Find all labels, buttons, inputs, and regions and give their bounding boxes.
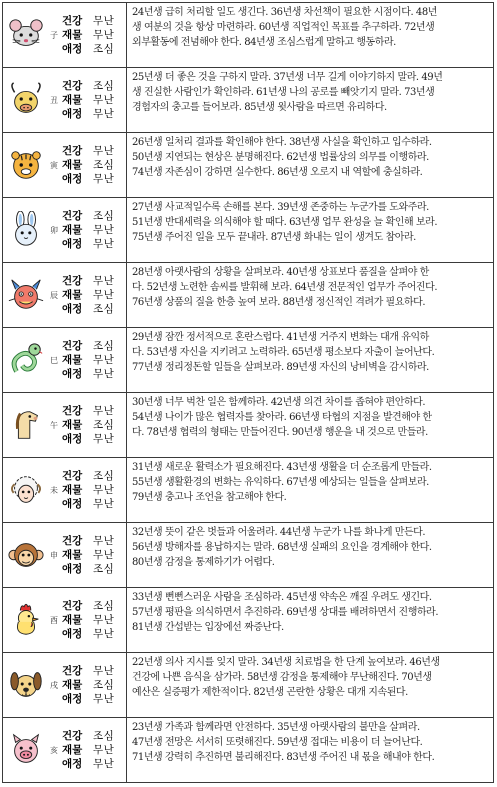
zodiac-hanja: 未: [50, 485, 58, 495]
stat-value: 무난: [93, 665, 115, 677]
fortune-line: 다. 78년생 협력의 형태는 만들어진다. 90년생 행운을 내 것으로 만들라.: [132, 427, 428, 438]
zodiac-row: [3, 132, 493, 197]
stat-row: [62, 223, 123, 237]
stat-row: [62, 534, 123, 548]
zodiac-row: [3, 67, 493, 132]
fortune-line: 건강에 나쁜 음식을 삼가라. 58년생 감정을 통제해야 무난해진다. 70년생: [132, 672, 432, 683]
zodiac-info: [3, 328, 127, 392]
fortune-line: 77년생 정리정돈할 일들을 살펴보라. 89년생 자신의 낭비벽을 감시하라.: [132, 362, 429, 373]
zodiac-hanja: 寅: [50, 160, 58, 170]
stat-label: 재물: [62, 614, 83, 626]
stat-value: 조심: [93, 470, 115, 482]
fortune-line: 예산은 실증평가 제한적이다. 82년생 곤란한 상황은 대개 지속된다.: [132, 687, 408, 698]
stat-label: 애정: [62, 173, 83, 185]
stat-value: 무난: [93, 368, 115, 380]
stat-row: [62, 664, 123, 678]
stat-value: 조심: [93, 303, 115, 315]
stat-row: [62, 158, 123, 172]
fortune-line: 다. 53년생 자신을 지키려고 노력하라. 65년생 평소보다 자출이 늘어난다.: [132, 347, 435, 358]
zodiac-row: [3, 457, 493, 522]
fortune-stats: [62, 469, 123, 511]
stat-label: 재물: [62, 289, 83, 301]
fortune-line: 55년생 생활환경의 변화는 유익하다. 67년생 예상되는 일들을 살펴보라.: [132, 477, 429, 488]
stat-row: [62, 678, 123, 692]
stat-value: 무난: [93, 405, 115, 417]
zodiac-info: [3, 68, 127, 132]
stat-value: 무난: [93, 744, 115, 756]
zodiac-row: [3, 522, 493, 587]
fortune-text: [127, 263, 493, 327]
fortune-line: 25년생 더 좋은 것을 구하지 말라. 37년생 너무 길게 이야기하지 말라. 49년: [132, 72, 443, 83]
fortune-line: 22년생 의사 지시를 잊지 말라. 34년생 치료법을 한 단계 높여보라. 46년생: [132, 657, 440, 668]
ox-icon: [7, 81, 45, 119]
zodiac-hanja: 午: [50, 420, 58, 430]
stat-label: 애정: [62, 368, 83, 380]
sheep-icon: [7, 471, 45, 509]
stat-row: [62, 469, 123, 483]
stat-value: 무난: [93, 173, 115, 185]
stat-value: 무난: [93, 614, 115, 626]
stat-value: 무난: [93, 433, 115, 445]
stat-label: 애정: [62, 433, 83, 445]
stat-value: 무난: [93, 535, 115, 547]
zodiac-row: [3, 197, 493, 262]
stat-value: 조심: [93, 730, 115, 742]
zodiac-hanja: 酉: [50, 615, 58, 625]
fortune-stats: [62, 729, 123, 771]
dragon-icon: [7, 276, 45, 314]
stat-value: 무난: [93, 275, 115, 287]
stat-value: 무난: [93, 224, 115, 236]
stat-row: [62, 353, 123, 367]
stat-row: [62, 42, 123, 56]
zodiac-hanja: 亥: [50, 745, 58, 755]
pig-icon: [7, 731, 45, 769]
stat-label: 건강: [62, 15, 83, 27]
fortune-line: 다. 52년생 노련한 솜씨를 발휘해 보라. 64년생 전문적인 업무가 주어진다.: [132, 282, 438, 293]
fortune-line: 76년생 상품의 질을 한층 높여 보라. 88년생 정신적인 격려가 필요하다.: [132, 297, 426, 308]
zodiac-row: [3, 652, 493, 717]
stat-value: 조심: [93, 43, 115, 55]
fortune-text: [127, 653, 493, 717]
stat-label: 재물: [62, 29, 83, 41]
zodiac-info: [3, 133, 127, 197]
monkey-icon: [7, 536, 45, 574]
stat-value: 조심: [93, 210, 115, 222]
fortune-line: 28년생 아랫사람의 상황을 살펴보라. 40년생 상표보다 품질을 살펴야 한: [132, 267, 429, 278]
fortune-line: 생 진실한 사람인가 확인하라. 61년생 나의 공로를 빼앗기지 말라. 73년생: [132, 87, 435, 98]
daily-fortune-table: [2, 2, 494, 783]
fortune-line: 81년생 간섭받는 입장에선 짜증난다.: [132, 622, 284, 633]
stat-label: 건강: [62, 600, 83, 612]
stat-value: 무난: [93, 354, 115, 366]
zodiac-info: [3, 718, 127, 782]
stat-label: 애정: [62, 43, 83, 55]
stat-row: [62, 14, 123, 28]
stat-row: [62, 79, 123, 93]
fortune-stats: [62, 339, 123, 381]
stat-label: 건강: [62, 535, 83, 547]
fortune-line: 79년생 충고나 조언을 참고해야 한다.: [132, 492, 287, 503]
zodiac-info: [3, 3, 127, 67]
stat-row: [62, 28, 123, 42]
fortune-line: 51년생 반대세력을 의식해야 할 때다. 63년생 업무 완성을 늘 확인해 보라.: [132, 217, 438, 228]
stat-value: 무난: [93, 29, 115, 41]
zodiac-hanja: 申: [50, 550, 58, 560]
zodiac-info: [3, 198, 127, 262]
zodiac-hanja: 辰: [50, 290, 58, 300]
stat-label: 애정: [62, 628, 83, 640]
stat-label: 재물: [62, 159, 83, 171]
stat-label: 재물: [62, 484, 83, 496]
stat-row: [62, 432, 123, 446]
fortune-text: [127, 133, 493, 197]
stat-label: 애정: [62, 238, 83, 250]
fortune-text: [127, 718, 493, 782]
stat-row: [62, 548, 123, 562]
stat-row: [62, 692, 123, 706]
stat-label: 재물: [62, 354, 83, 366]
fortune-line: 57년생 평판을 의식하면서 추진하라. 69년생 상대를 배려하면서 진행하라.: [132, 607, 439, 618]
stat-row: [62, 172, 123, 186]
fortune-line: 24년생 급히 처리할 일도 생긴다. 36년생 차선책이 필요한 시점이다. 48년: [132, 7, 437, 18]
stat-label: 애정: [62, 758, 83, 770]
stat-value: 무난: [93, 145, 115, 157]
stat-label: 애정: [62, 498, 83, 510]
fortune-line: 30년생 너무 벅찬 일은 함께하라. 42년생 의견 차이를 좁혀야 편안하다.: [132, 397, 426, 408]
fortune-text: [127, 458, 493, 522]
fortune-text: [127, 523, 493, 587]
fortune-line: 29년생 잠깐 정서적으로 혼란스럽다. 41년생 거주지 변화는 대개 유익하: [132, 332, 429, 343]
rat-icon: [7, 16, 45, 54]
stat-row: [62, 209, 123, 223]
stat-label: 재물: [62, 224, 83, 236]
stat-value: 무난: [93, 628, 115, 640]
fortune-line: 75년생 주어진 일을 모두 끝내라. 87년생 화내는 일이 생겨도 참아라.: [132, 232, 416, 243]
fortune-stats: [62, 79, 123, 121]
stat-row: [62, 757, 123, 771]
stat-label: 재물: [62, 94, 83, 106]
stat-row: [62, 237, 123, 251]
fortune-line: 23년생 가족과 함께라면 안전하다. 35년생 아랫사람의 불만을 살펴라.: [132, 722, 420, 733]
stat-label: 재물: [62, 679, 83, 691]
stat-value: 조심: [93, 340, 115, 352]
stat-value: 무난: [93, 238, 115, 250]
stat-label: 건강: [62, 730, 83, 742]
snake-icon: [7, 341, 45, 379]
stat-row: [62, 404, 123, 418]
stat-label: 건강: [62, 340, 83, 352]
zodiac-row: [3, 392, 493, 457]
stat-label: 건강: [62, 470, 83, 482]
stat-value: 조심: [93, 563, 115, 575]
stat-value: 무난: [93, 94, 115, 106]
stat-label: 건강: [62, 210, 83, 222]
fortune-text: [127, 588, 493, 652]
stat-value: 무난: [93, 498, 115, 510]
stat-row: [62, 418, 123, 432]
fortune-stats: [62, 599, 123, 641]
zodiac-info: [3, 588, 127, 652]
stat-label: 건강: [62, 145, 83, 157]
zodiac-hanja: 巳: [50, 355, 58, 365]
stat-value: 무난: [93, 693, 115, 705]
fortune-stats: [62, 534, 123, 576]
zodiac-row: [3, 3, 493, 67]
fortune-text: [127, 68, 493, 132]
fortune-line: 50년생 지연되는 현상은 분명해진다. 62년생 법률상의 의무를 이행하라.: [132, 152, 429, 163]
stat-value: 무난: [93, 15, 115, 27]
fortune-line: 경험자의 충고를 들어보라. 85년생 윗사람을 따르면 유리하다.: [132, 102, 387, 113]
stat-row: [62, 599, 123, 613]
fortune-line: 외부활동에 전념해야 한다. 84년생 조심스럽게 말하고 행동하라.: [132, 37, 396, 48]
fortune-line: 33년생 뻔뻔스러운 사람을 조심하라. 45년생 약속은 깨질 우려도 생긴다.: [132, 592, 432, 603]
fortune-text: [127, 328, 493, 392]
fortune-stats: [62, 664, 123, 706]
stat-label: 애정: [62, 108, 83, 120]
stat-value: 조심: [93, 80, 115, 92]
stat-value: 무난: [93, 484, 115, 496]
fortune-line: 32년생 뜻이 같은 벗들과 어울려라. 44년생 누군가 나를 화나게 만든다.: [132, 527, 426, 538]
rooster-icon: [7, 601, 45, 639]
stat-label: 재물: [62, 744, 83, 756]
fortune-text: [127, 198, 493, 262]
zodiac-info: [3, 263, 127, 327]
stat-row: [62, 627, 123, 641]
zodiac-hanja: 子: [50, 30, 58, 40]
zodiac-info: [3, 458, 127, 522]
fortune-line: 생 여분의 것을 항상 마련하라. 60년생 직업적인 목표를 추구하라. 72년생: [132, 22, 435, 33]
fortune-line: 54년생 나이가 많은 협력자를 찾아라. 66년생 타협의 지점을 발견해야 한: [132, 412, 432, 423]
fortune-stats: [62, 144, 123, 186]
stat-row: [62, 562, 123, 576]
zodiac-row: [3, 327, 493, 392]
fortune-line: 74년생 자존심이 강하면 실수한다. 86년생 오로지 내 역할에 충실하라.: [132, 167, 423, 178]
stat-value: 무난: [93, 289, 115, 301]
fortune-stats: [62, 274, 123, 316]
rabbit-icon: [7, 211, 45, 249]
stat-value: 조심: [93, 419, 115, 431]
stat-value: 무난: [93, 758, 115, 770]
fortune-line: 47년생 전망은 서서히 또렷해진다. 59년생 접대는 비용이 더 늘어난다.: [132, 737, 423, 748]
zodiac-hanja: 卯: [50, 225, 58, 235]
stat-label: 건강: [62, 80, 83, 92]
stat-row: [62, 302, 123, 316]
fortune-line: 71년생 강력히 추진하면 불리해진다. 83년생 주어진 내 몫을 해내야 한다.: [132, 752, 435, 763]
zodiac-hanja: 丑: [50, 95, 58, 105]
stat-value: 조심: [93, 600, 115, 612]
fortune-stats: [62, 404, 123, 446]
stat-row: [62, 274, 123, 288]
zodiac-row: [3, 262, 493, 327]
stat-label: 애정: [62, 693, 83, 705]
stat-row: [62, 613, 123, 627]
stat-row: [62, 93, 123, 107]
zodiac-hanja: 戌: [50, 680, 58, 690]
fortune-text: [127, 3, 493, 67]
stat-label: 애정: [62, 303, 83, 315]
zodiac-row: [3, 587, 493, 652]
fortune-line: 27년생 사교적일수록 손해를 본다. 39년생 존중하는 누군가를 도와주라.: [132, 202, 429, 213]
stat-row: [62, 743, 123, 757]
fortune-line: 80년생 감정을 통제하기가 어렵다.: [132, 557, 275, 568]
stat-label: 애정: [62, 563, 83, 575]
zodiac-info: [3, 653, 127, 717]
zodiac-row: [3, 717, 493, 782]
fortune-line: 31년생 새로운 활력소가 필요해진다. 43년생 생활을 더 순조롭게 만들라.: [132, 462, 432, 473]
stat-row: [62, 339, 123, 353]
horse-icon: [7, 406, 45, 444]
fortune-text: [127, 393, 493, 457]
dog-icon: [7, 666, 45, 704]
stat-value: 무난: [93, 549, 115, 561]
stat-value: 무난: [93, 108, 115, 120]
stat-label: 건강: [62, 665, 83, 677]
stat-label: 재물: [62, 549, 83, 561]
stat-label: 건강: [62, 405, 83, 417]
stat-row: [62, 367, 123, 381]
stat-row: [62, 483, 123, 497]
stat-row: [62, 144, 123, 158]
stat-value: 조심: [93, 679, 115, 691]
zodiac-info: [3, 523, 127, 587]
stat-row: [62, 729, 123, 743]
stat-row: [62, 288, 123, 302]
fortune-line: 26년생 일처리 결과를 확인해야 한다. 38년생 사실을 확인하고 입수하라.: [132, 137, 432, 148]
tiger-icon: [7, 146, 45, 184]
stat-row: [62, 107, 123, 121]
stat-label: 건강: [62, 275, 83, 287]
fortune-stats: [62, 14, 123, 56]
stat-label: 재물: [62, 419, 83, 431]
stat-row: [62, 497, 123, 511]
stat-value: 조심: [93, 159, 115, 171]
fortune-line: 56년생 방해자를 용납하지는 말라. 68년생 실패의 요인을 경계해야 한다.: [132, 542, 432, 553]
zodiac-info: [3, 393, 127, 457]
fortune-stats: [62, 209, 123, 251]
